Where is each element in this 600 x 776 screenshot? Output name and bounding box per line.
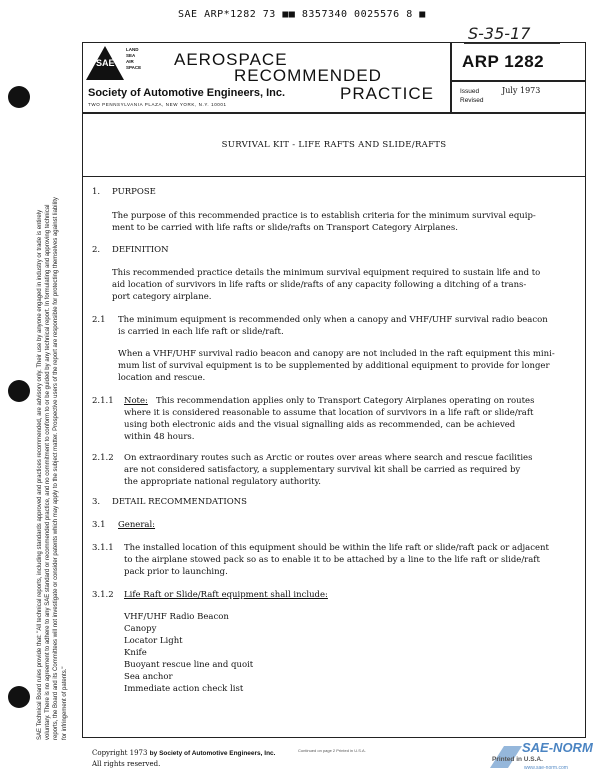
note-label: Note: — [124, 396, 148, 406]
section-number: 2.1 — [92, 315, 106, 325]
header-aerospace: AEROSPACE — [174, 50, 288, 69]
section-heading: Life Raft or Slide/Raft equipment shall include: — [124, 590, 328, 600]
header-divider — [450, 80, 586, 82]
list-item: Canopy — [124, 624, 157, 634]
section-number: 3.1.1 — [92, 543, 114, 553]
technical-board-notice: SAE Technical Board rules provide that: "All technical reports, including standards approved and practices recommended, are advisory only. Their use by anyone engaged in industry or trade is entirely voluntary. There is no agreement to adhere to any SAE standard or recommended practice, and no commitment to conform to or be guided by any technical report. In formulating and approving technical reports, the Board and its Committees will not investigate or consider patents which may apply to the subject matter. Prospective users of the report are responsible for protecting themselves against liability for infringement of patents." — [37, 197, 68, 740]
paragraph-line: This recommended practice details the minimum survival equipment required to sustain life and to — [112, 268, 541, 278]
society-name: Society of Automotive Engineers, Inc. — [88, 87, 286, 99]
paragraph-line: The minimum equipment is recommended only when a canopy and VHF/UHF survival radio beacon — [118, 315, 548, 325]
copyright-notice: Copyright 1973 by Society of Automotive Engineers, Inc. All rights reserved. — [92, 749, 276, 768]
punch-hole — [8, 380, 30, 402]
section-number: 2.1.2 — [92, 453, 114, 463]
section-heading: DETAIL RECOMMENDATIONS — [112, 497, 247, 507]
header-divider — [450, 42, 452, 112]
section-heading: DEFINITION — [112, 245, 169, 255]
paragraph-line: ment to be carried with life rafts or slide/rafts on Transport Category Airplanes. — [112, 223, 458, 233]
list-item: VHF/UHF Radio Beacon — [124, 612, 229, 622]
paragraph-line: This recommendation applies only to Transport Category Airplanes operating on routes — [156, 396, 535, 406]
section-number: 3.1.2 — [92, 590, 114, 600]
footer-printed: Printed in U.S.A. — [492, 756, 543, 763]
paragraph-line: The installed location of this equipment should be within the life raft or slide/raft pack or adjacent — [124, 543, 549, 553]
list-item: Locator Light — [124, 636, 183, 646]
section-number: 3.1 — [92, 520, 106, 530]
arp-number: ARP 1282 — [462, 52, 545, 71]
title-divider — [82, 176, 586, 177]
handwritten-note: S-35-17 — [468, 24, 531, 43]
paragraph-line: are not considered satisfactory, a supplementary survival kit shall be carried as required by — [124, 465, 521, 475]
paragraph-line: The purpose of this recommended practice is to establish criteria for the minimum survival equip- — [112, 211, 536, 221]
society-address: TWO PENNSYLVANIA PLAZA, NEW YORK, N.Y. 10001 — [88, 102, 227, 107]
list-item: Sea anchor — [124, 672, 173, 682]
document-code-line: SAE ARP*1282 73 ■■ 8357340 0025576 8 ■ — [178, 9, 426, 20]
paragraph-line: mum list of survival equipment is to be supplemented by additional equipment to provide for longer — [118, 361, 550, 371]
footer-continued: Continued on page 2 Printed in U.S.A. — [298, 748, 366, 753]
section-number: 2.1.1 — [92, 396, 114, 406]
paragraph-line: aid location of survivors in life rafts or slide/rafts of any capacity following a ditching of a trans- — [112, 280, 527, 290]
section-number: 3. — [92, 497, 101, 507]
punch-hole — [8, 686, 30, 708]
section-number: 2. — [92, 245, 101, 255]
header-divider — [82, 112, 586, 114]
paragraph-line: within 48 hours. — [124, 432, 195, 442]
header-recommended: RECOMMENDED — [234, 66, 382, 85]
paragraph-line: When a VHF/UHF survival radio beacon and canopy are not included in the raft equipment this mini- — [118, 349, 555, 359]
paragraph-line: pack prior to launching. — [124, 567, 228, 577]
punch-hole — [8, 86, 30, 108]
list-item: Immediate action check list — [124, 684, 244, 694]
section-heading: General: — [118, 520, 156, 530]
section-number: 1. — [92, 187, 101, 197]
paragraph-line: location and rescue. — [118, 373, 206, 383]
paragraph-line: is carried in each life raft or slide/raft. — [118, 327, 284, 337]
header-practice: PRACTICE — [340, 84, 434, 103]
list-item: Knife — [124, 648, 147, 658]
document-title: SURVIVAL KIT - LIFE RAFTS AND SLIDE/RAFTS — [221, 140, 447, 150]
paragraph-line: On extraordinary routes such as Arctic or routes over areas where search and rescue facilities — [124, 453, 533, 463]
paragraph-line: port category airplane. — [112, 292, 212, 302]
section-heading: PURPOSE — [112, 187, 156, 197]
paragraph-line: using both electronic aids and the visual signalling aids as recommended, can be achieved — [124, 420, 516, 430]
logo-words: LAND SEA AIR SPACE — [126, 47, 142, 70]
sae-logo: SAE — [86, 46, 124, 80]
issued-date: July 1973 — [502, 86, 541, 95]
watermark-text: SAE-NORM — [522, 740, 593, 755]
paragraph-line: to the airplane stowed pack so as to enable it to be attached by a line to the life raft or slide/raft — [124, 555, 540, 565]
paragraph-line: where it is considered reasonable to assume that location of survivors in a life raft or slide/raft — [124, 408, 534, 418]
paragraph-line: the appropriate national regulatory authority. — [124, 477, 321, 487]
issue-labels: Issued Revised — [460, 88, 484, 104]
list-item: Buoyant rescue line and quoit — [124, 660, 254, 670]
watermark-url: www.sae-norm.com — [524, 765, 568, 771]
